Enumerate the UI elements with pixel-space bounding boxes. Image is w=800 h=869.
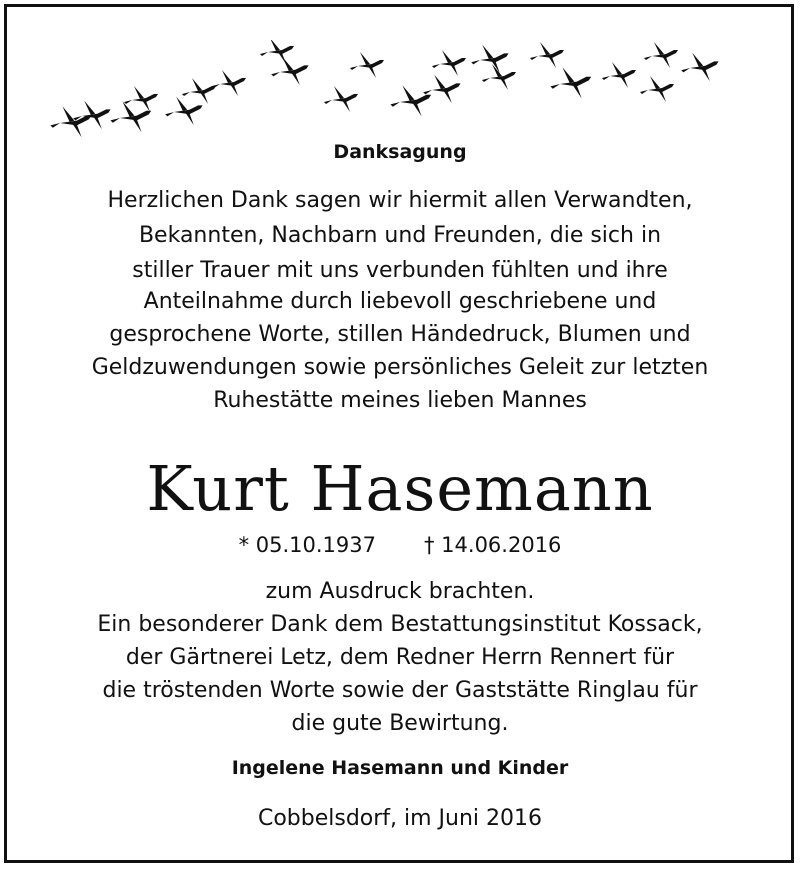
closing-line-4: die tröstenden Worte sowie der Gaststätte Ringlau für	[102, 678, 698, 703]
intro-line-6: Geldzuwendungen sowie persönliches Geleit zur letzten	[91, 355, 709, 380]
closing-line-2: Ein besonderer Dank dem Bestattungsinstitut Kossack,	[97, 612, 703, 637]
intro-line-1: Herzlichen Dank sagen wir hiermit allen Verwandten,	[107, 188, 693, 213]
birth-date: * 05.10.1937	[238, 533, 376, 557]
closing-line-1: zum Ausdruck brachten.	[265, 579, 535, 604]
notice-heading: Danksagung	[333, 141, 467, 163]
death-date: † 14.06.2016	[424, 533, 562, 557]
life-dates	[0, 533, 800, 557]
deceased-name: Kurt Hasemann	[146, 452, 654, 525]
flying-cranes-icon	[40, 40, 760, 140]
closing-line-5: die gute Bewirtung.	[291, 711, 509, 736]
closing-line-3: der Gärtnerei Letz, dem Redner Herrn Rennert für	[125, 645, 675, 670]
intro-line-4: Anteilnahme durch liebevoll geschriebene und	[143, 289, 657, 314]
intro-line-2: Bekannten, Nachbarn und Freunden, die sich in	[138, 223, 662, 248]
signature: Ingelene Hasemann und Kinder	[231, 757, 569, 779]
intro-line-5: gesprochene Worte, stillen Händedruck, Blumen und	[109, 322, 691, 347]
intro-line-3: stiller Trauer mit uns verbunden fühlten und ihre	[132, 258, 668, 283]
intro-line-7: Ruhestätte meines lieben Mannes	[213, 388, 587, 413]
place-date: Cobbelsdorf, im Juni 2016	[257, 806, 543, 831]
